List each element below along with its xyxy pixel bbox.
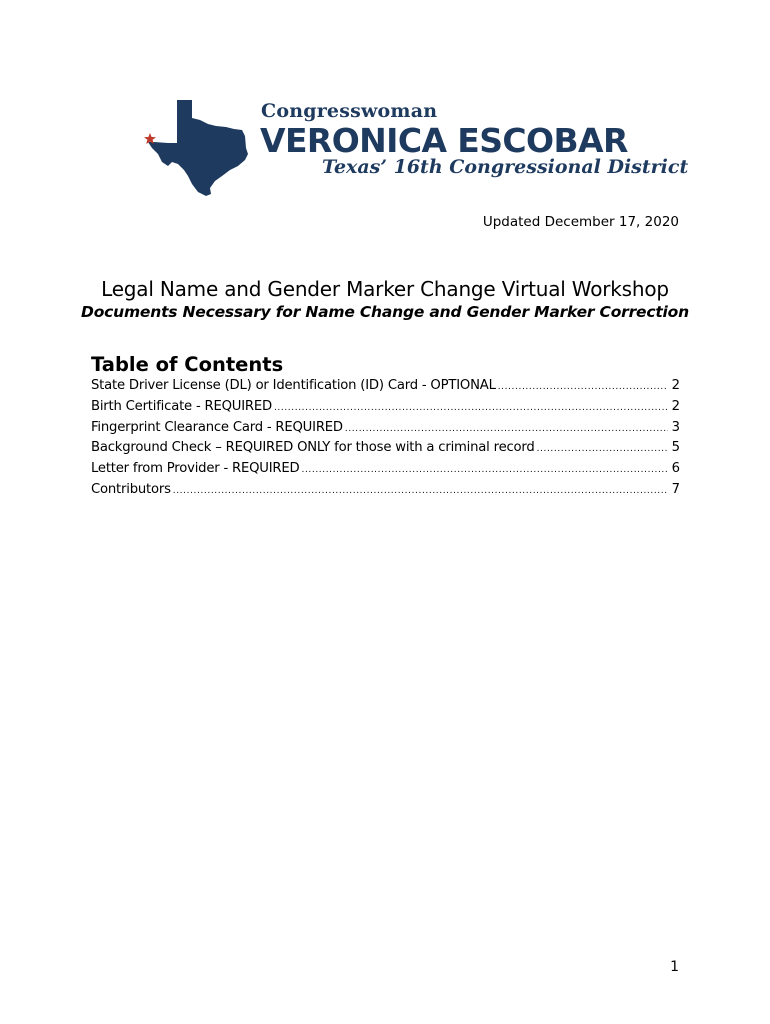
toc-leader-dots: [301, 465, 668, 475]
toc-item-contributors[interactable]: [91, 482, 680, 503]
congresswoman-logo: [142, 96, 689, 200]
toc-item-text: Fingerprint Clearance Card - REQUIRED: [91, 419, 343, 435]
toc-item-page: 6: [671, 461, 680, 477]
toc-item-page: 5: [671, 440, 680, 456]
toc-item-text: Letter from Provider - REQUIRED: [91, 461, 300, 477]
page-number: 1: [670, 959, 679, 975]
toc-leader-dots: [537, 444, 668, 454]
toc-item-page: 2: [671, 398, 680, 414]
toc-item-page: 7: [671, 481, 680, 497]
document-subtitle: Documents Necessary for Name Change and Gender Marker Correction: [81, 303, 689, 321]
toc-item-text: State Driver License (DL) or Identification (ID) Card - OPTIONAL: [91, 378, 496, 393]
toc-item-fingerprint-card[interactable]: [91, 420, 680, 441]
toc-item-provider-letter[interactable]: [91, 461, 680, 482]
toc-item-page: 2: [671, 378, 680, 393]
toc-item-drivers-license[interactable]: [91, 378, 680, 399]
toc-item-text: Birth Certificate - REQUIRED: [91, 398, 272, 414]
texas-map-icon: [142, 96, 254, 198]
toc-item-birth-certificate[interactable]: [91, 399, 680, 420]
updated-date: Updated December 17, 2020: [482, 214, 679, 230]
toc-leader-dots: [345, 424, 668, 434]
logo-line-congresswoman: Congresswoman: [261, 100, 438, 122]
toc-item-text: Contributors: [91, 481, 171, 497]
logo-line-district: Texas’ 16th Congressional District: [322, 156, 689, 178]
toc-item-background-check[interactable]: [91, 440, 680, 461]
toc-leader-dots: [274, 403, 668, 413]
toc-heading: Table of Contents: [91, 353, 284, 376]
document-title: Legal Name and Gender Marker Change Virtual Workshop: [101, 277, 669, 301]
toc-item-page: 3: [671, 419, 680, 435]
toc-leader-dots: [173, 486, 668, 496]
toc-leader-dots: [498, 382, 668, 392]
toc-item-text: Background Check – REQUIRED ONLY for those with a criminal record: [91, 440, 535, 456]
table-of-contents: [91, 378, 680, 503]
logo-line-name: VERONICA ESCOBAR: [260, 121, 628, 160]
